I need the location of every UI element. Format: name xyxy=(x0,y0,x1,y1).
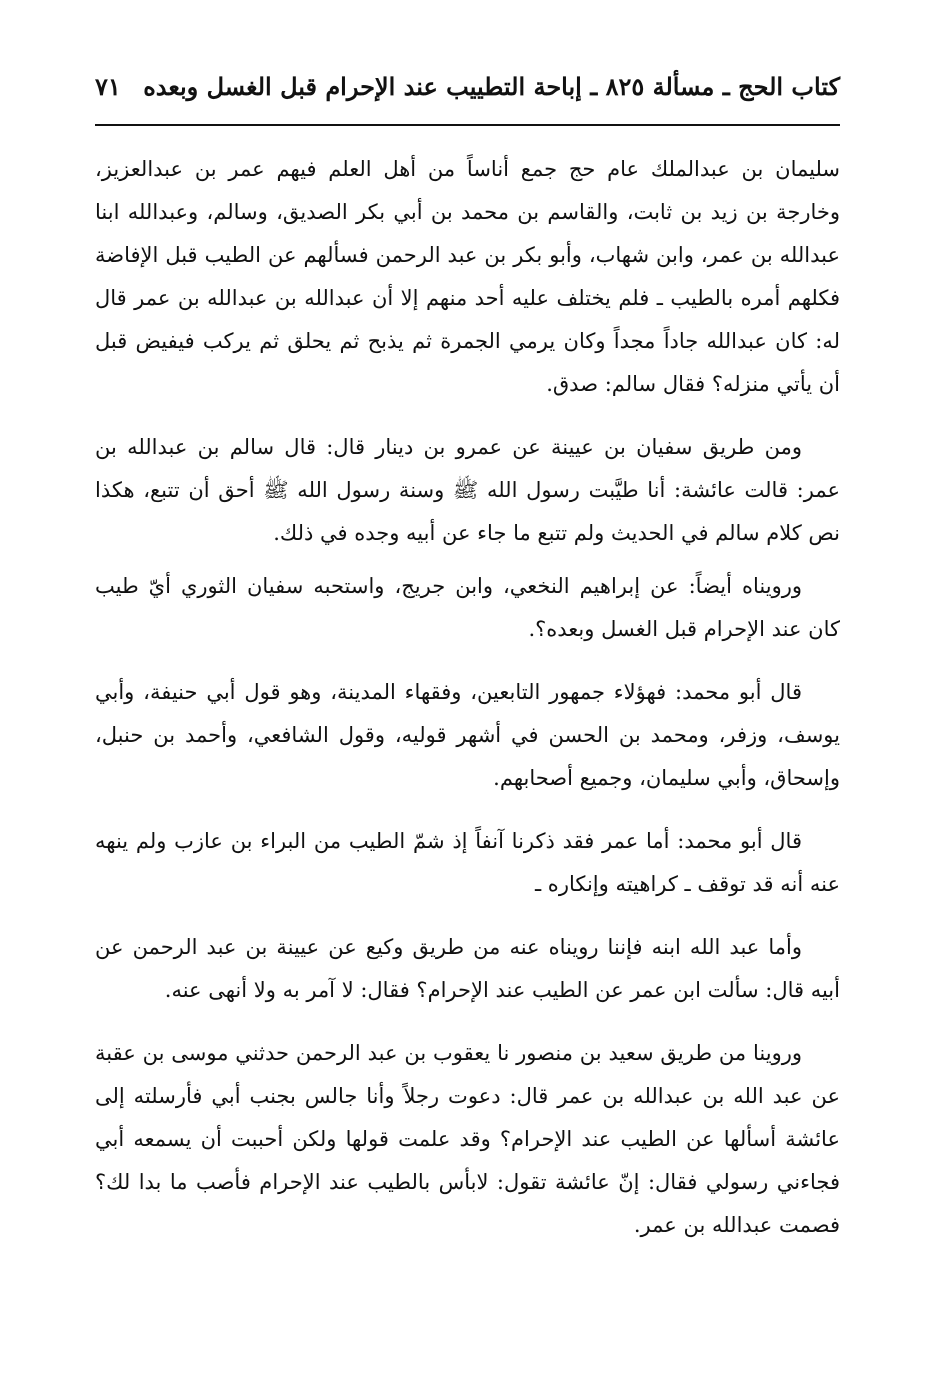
paragraph-5: قال أبو محمد: أما عمر فقد ذكرنا آنفاً إذ شمّ الطيب من البراء بن عازب ولم ينهه عنه أنه قد توقف ـ كراهيته وإنكاره ـ xyxy=(95,829,840,896)
body-text xyxy=(95,148,840,1267)
paragraph-1: سليمان بن عبدالملك عام حج جمع أناساً من أهل العلم فيهم عمر بن عبدالعزيز، وخارجة بن زيد بن ثابت، والقاسم بن محمد بن أبي بكر الصديق، وسالم، وعبدالله ابنا عبدالله بن عمر، وابن شهاب، وأبو بكر بن عبد الرحمن فسألهم عن الطيب قبل الإفاضة فكلهم أمره بالطيب ـ فلم يختلف عليه أحد منهم إلا أن عبدالله بن عبدالله بن عمر قال له: كان عبدالله جاداً مجداً وكان يرمي الجمرة ثم يذبح ثم يحلق ثم يركب فيفيض قبل أن يأتي منزله؟ فقال سالم: صدق. xyxy=(95,157,841,396)
paragraph-3: ورويناه أيضاً: عن إبراهيم النخعي، وابن جريج، واستحبه سفيان الثوري أيّ طيب كان عند الإحرام قبل الغسل وبعده؟. xyxy=(95,574,840,641)
paragraph-7: وروينا من طريق سعيد بن منصور نا يعقوب بن عبد الرحمن حدثني موسى بن عقبة عن عبد الله بن عبدالله بن عمر قال: دعوت رجلاً وأنا جالس بجنب أبي فأرسلته إلى عائشة أسألها عن الطيب عند الإحرام؟ وقد علمت قولها ولكن أحببت أن يسمعه أبي فجاءني رسولي فقال: إنّ عائشة تقول: لابأس بالطيب عند الإحرام فأصب ما بدا لك؟ فصمت عبدالله بن عمر. xyxy=(95,1041,840,1237)
header-title: كتاب الحج ـ مسألة ٨٢٥ ـ إباحة التطييب عند الإحرام قبل الغسل وبعده xyxy=(143,72,840,101)
page-number: ٧١ xyxy=(95,72,121,101)
paragraph-2: ومن طريق سفيان بن عيينة عن عمرو بن دينار قال: قال سالم بن عبدالله بن عمر: قالت عائشة: أنا طيَّبت رسول الله ﷺ وسنة رسول الله ﷺ أحق أن تتبع، هكذا نص كلام سالم في الحديث ولم تتبع ما جاء عن أبيه وجده في ذلك. xyxy=(95,435,840,545)
header-divider xyxy=(95,124,840,126)
running-header xyxy=(95,70,840,112)
paragraph-4: قال أبو محمد: فهؤلاء جمهور التابعين، وفقهاء المدينة، وهو قول أبي حنيفة، وأبي يوسف، وزفر، ومحمد بن الحسن في أشهر قوليه، وقول الشافعي، وأحمد بن حنبل، وإسحاق، وأبي سليمان، وجميع أصحابهم. xyxy=(95,680,840,790)
paragraph-6: وأما عبد الله ابنه فإننا رويناه عنه من طريق وكيع عن عيينة بن عبد الرحمن عن أبيه قال: سألت ابن عمر عن الطيب عند الإحرام؟ فقال: لا آمر به ولا أنهى عنه. xyxy=(95,935,840,1002)
